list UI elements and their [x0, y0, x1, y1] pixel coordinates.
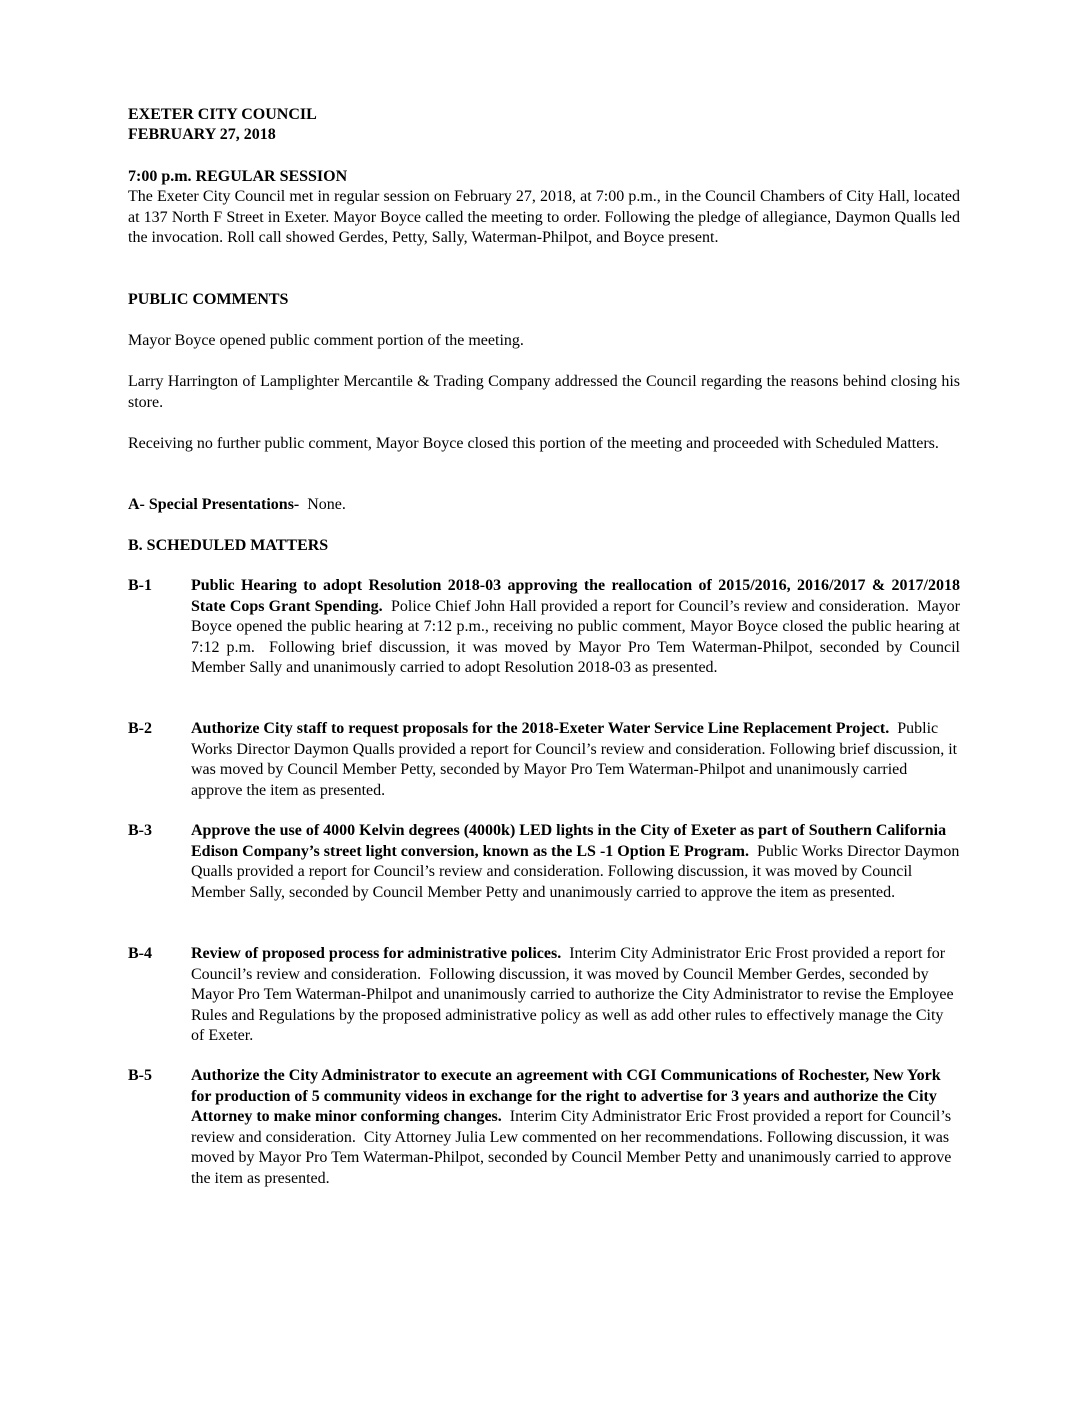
agenda-item-body — [191, 944, 960, 1047]
agenda-item-label: B-1 — [128, 577, 152, 594]
agenda-item-body — [191, 821, 964, 903]
agenda-item-title: Authorize the City Administrator to execute an agreement with CGI Communications of Rochester, New York for production of 5 community videos in exchange for the right to advertise for 3 years and authorize the City Attorney to make minor conforming changes. — [191, 1067, 941, 1126]
special-presentations-text: None. — [299, 496, 346, 513]
agenda-item-label: B-3 — [128, 822, 152, 839]
agenda-item-label: B-5 — [128, 1067, 152, 1084]
special-presentations — [128, 495, 960, 516]
special-presentations-heading: A- Special Presentations- — [128, 496, 300, 513]
agenda-item-label: B-4 — [128, 945, 152, 962]
regular-session-heading: 7:00 p.m. REGULAR SESSION — [128, 168, 348, 185]
agenda-item-text: Public Works Director Daymon Qualls provided a report for Council’s review and consideration. Following brief discussion, it was moved by Council Member Petty, seconded by Mayor Pro Tem Waterman-Philpot and unanimously carried approve the item as presented. — [191, 720, 962, 799]
public-comment-paragraph: Receiving no further public comment, Mayor Boyce closed this portion of the meeting and proceeded with Scheduled Matters. — [128, 435, 939, 452]
agenda-item-text: Interim City Administrator Eric Frost provided a report for Council’s review and consideration. Following discussion, it was moved by Council Member Gerdes, seconded by Mayor Pro Tem Waterman-Philpot and unanimously carried to authorize the City Administrator to revise the Employee Rules and Regulations by the proposed administrative policy as well as add other rules to effectively manage the City of Exeter. — [191, 945, 958, 1045]
agenda-item-body — [191, 719, 960, 801]
agenda-item-title: Review of proposed process for administrative polices. — [191, 945, 562, 962]
agenda-item-body — [191, 576, 965, 679]
meeting-date: FEBRUARY 27, 2018 — [128, 126, 276, 143]
agenda-item-text: Interim City Administrator Eric Frost provided a report for Council’s review and consideration. City Attorney Julia Lew commented on her recommendations. Following discussion, it was moved by Mayor Pro Tem Waterman-Philpot, seconded by Council Member Petty and unanimously carried to approve the item as presented. — [191, 1108, 956, 1187]
agenda-item-title: Approve the use of 4000 Kelvin degrees (4000k) LED lights in the City of Exeter as part of Southern California Edison Company’s street light conversion, known as the LS -1 Option E Program. — [191, 822, 947, 860]
scheduled-matters-heading: B. SCHEDULED MATTERS — [128, 537, 329, 554]
agenda-item-title: Public Hearing to adopt Resolution 2018-03 approving the reallocation of 2015/2016, 2016/2017 & 2017/2018 State Cops Grant Spending. — [191, 577, 960, 615]
public-comment-paragraph: Larry Harrington of Lamplighter Mercantile & Trading Company addressed the Council regarding the reasons behind closing his store. — [128, 373, 960, 411]
agenda-item-text: Public Works Director Daymon Qualls provided a report for Council’s review and consideration. Following discussion, it was moved by Council Member Sally, seconded by Council Member Petty and unanimously carried to approve the item as presented. — [191, 842, 964, 901]
regular-session-text: The Exeter City Council met in regular session on February 27, 2018, at 7:00 p.m., in the Council Chambers of City Hall, located at 137 North F Street in Exeter. Mayor Boyce called the meeting to order. Following the pledge of allegiance, Daymon Qualls led the invocation. Roll call showed Gerdes, Petty, Sally, Waterman-Philpot, and Boyce present. — [128, 188, 960, 247]
council-name: EXETER CITY COUNCIL — [128, 106, 317, 123]
agenda-item-label: B-2 — [128, 720, 152, 737]
agenda-item-text: Police Chief John Hall provided a report for Council’s review and consideration. Mayor Boyce opened the public hearing at 7:12 p.m., receiving no public comment, Mayor Boyce closed the public hearing at 7:12 p.m. Following brief discussion, it was moved by Mayor Pro Tem Waterman-Philpot, seconded by Council Member Sally and unanimously carried to adopt Resolution 2018-03 as presented. — [191, 597, 965, 677]
agenda-item-title: Authorize City staff to request proposals for the 2018-Exeter Water Service Line Replacement Project. — [191, 720, 890, 737]
public-comment-paragraph: Mayor Boyce opened public comment portion of the meeting. — [128, 332, 524, 349]
agenda-item-body — [191, 1066, 960, 1190]
public-comments-heading: PUBLIC COMMENTS — [128, 291, 289, 308]
